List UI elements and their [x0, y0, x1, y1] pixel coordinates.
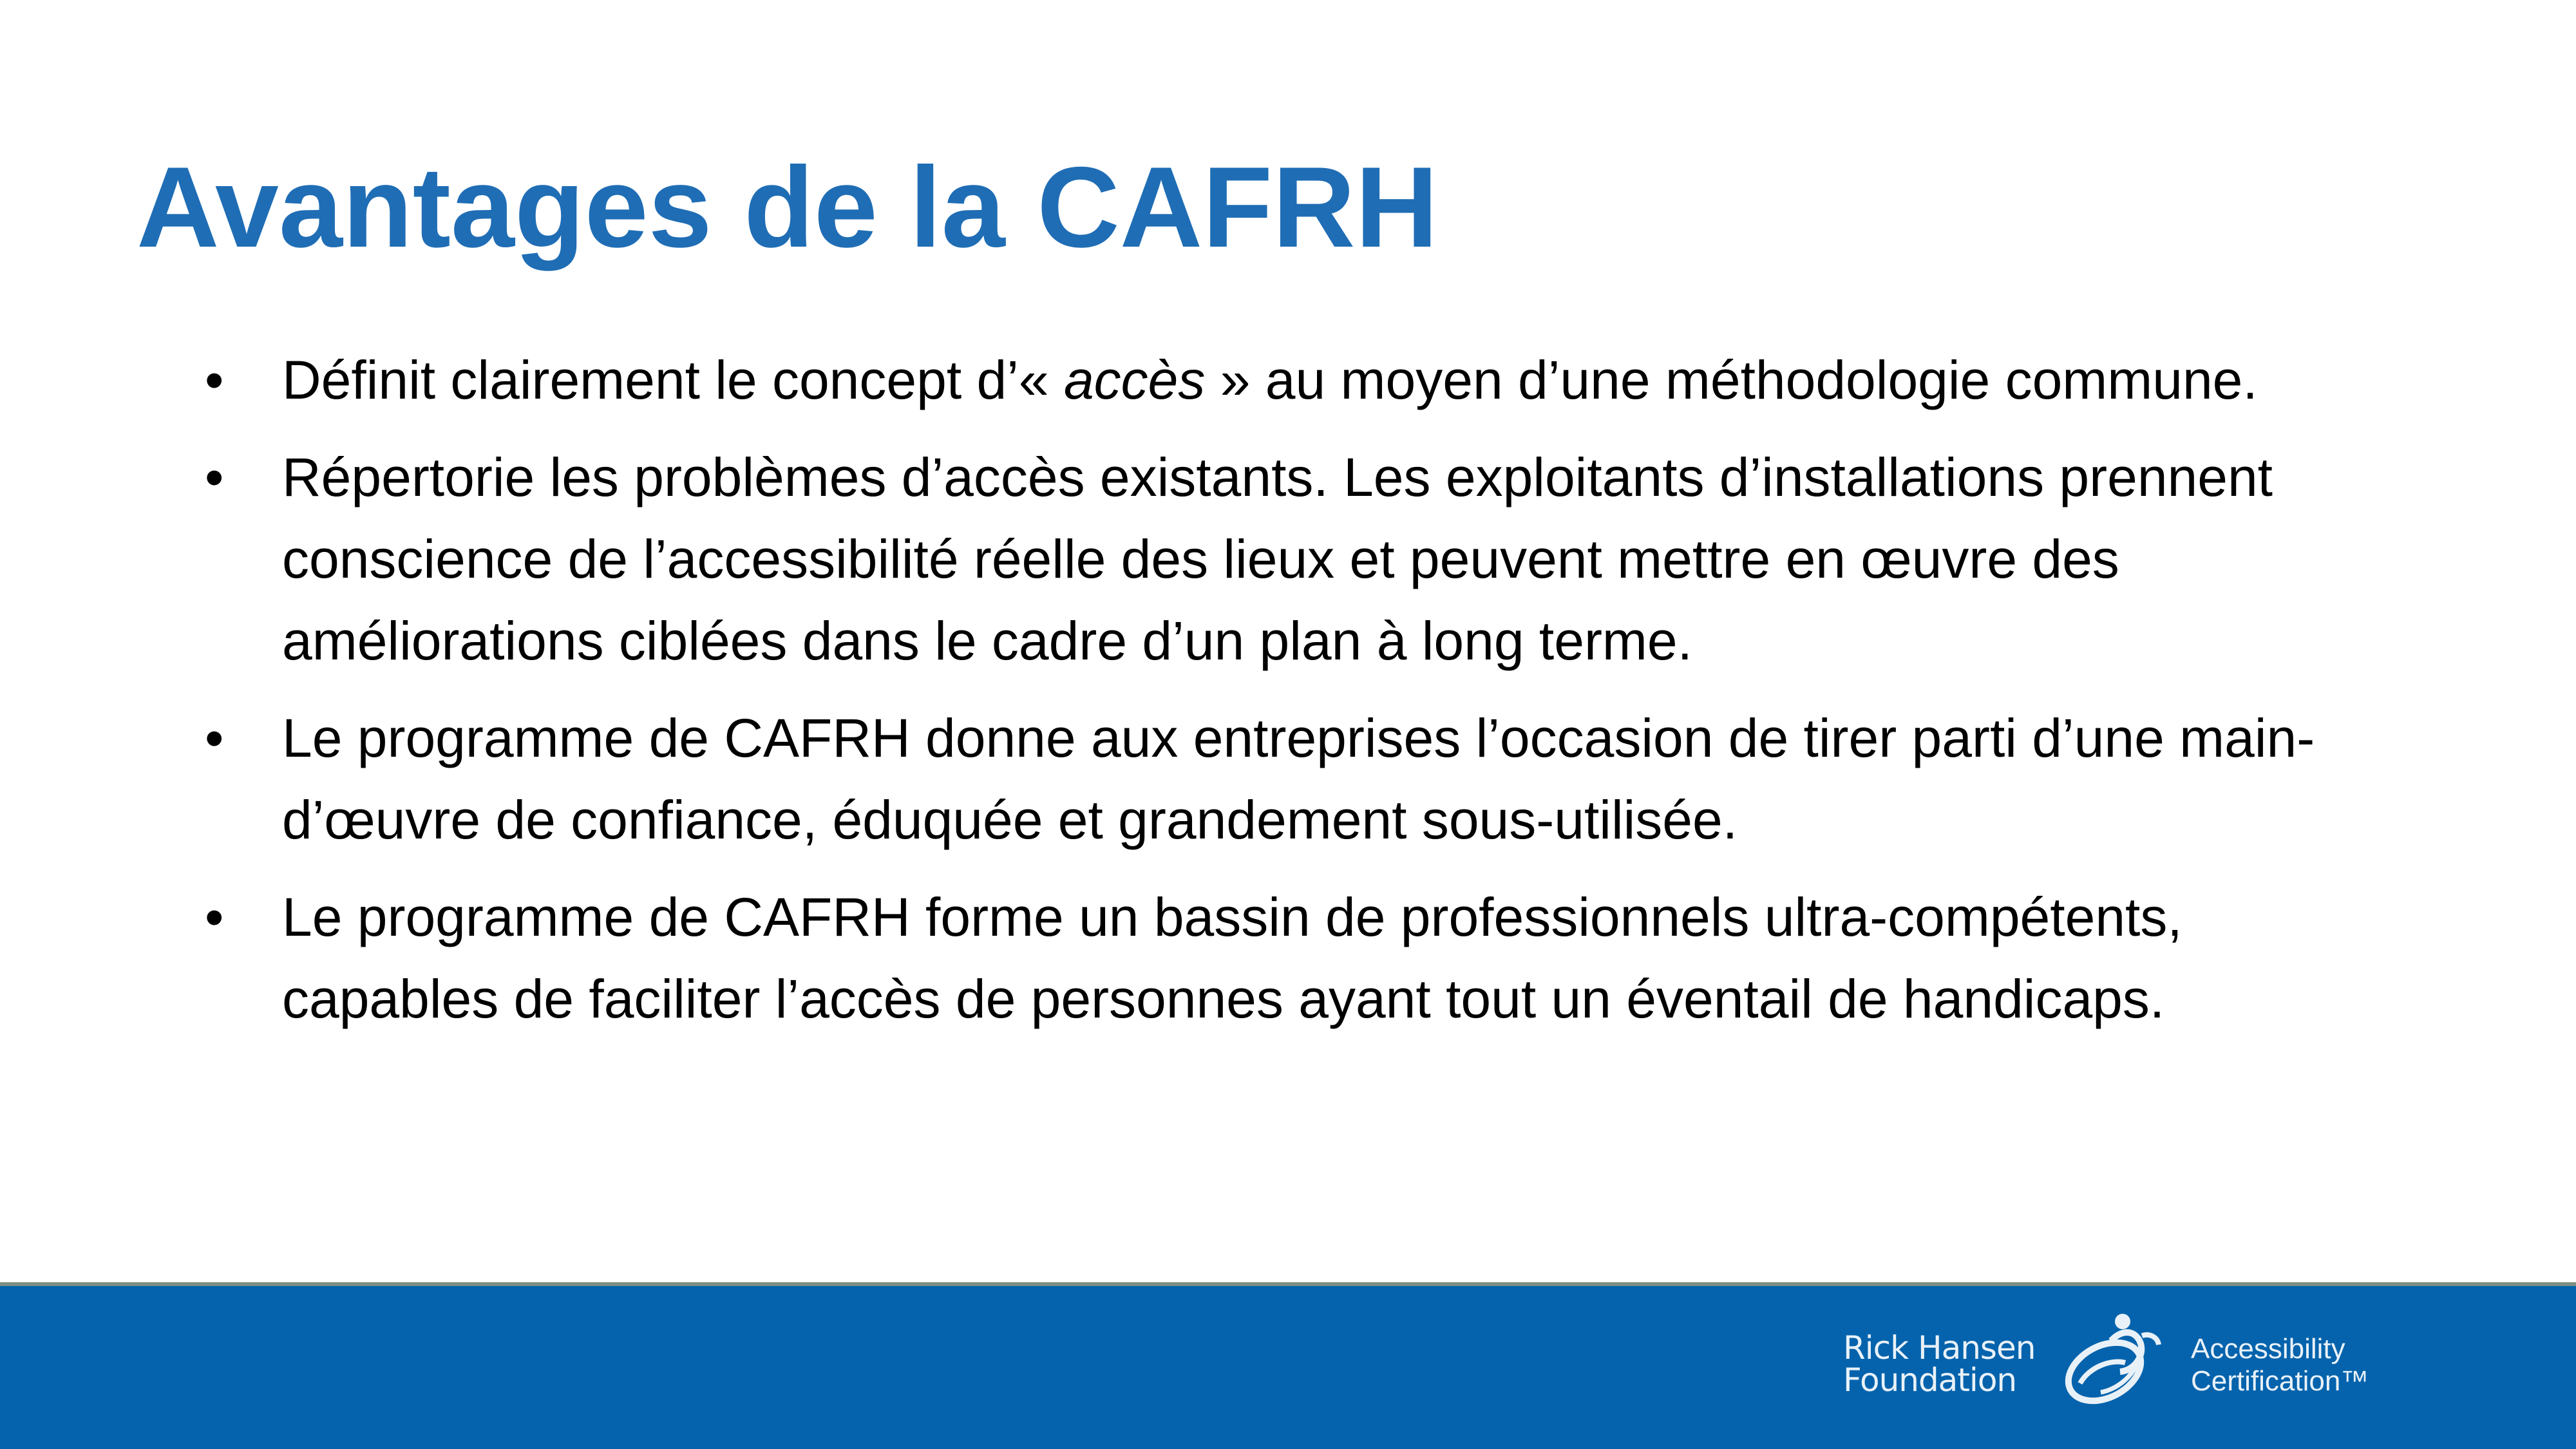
bullet-item — [205, 339, 2394, 421]
bullet-text — [282, 350, 2258, 410]
program-name-line2: Certification™ — [2191, 1365, 2369, 1397]
bullet-list — [205, 339, 2394, 1056]
bullet-item — [205, 437, 2394, 682]
rick-hansen-logo — [1843, 1307, 2391, 1423]
bullet-item — [205, 876, 2394, 1040]
bullet-text-end: » au moyen d’une méthodologie commune. — [1205, 350, 2258, 410]
bullet-item — [205, 697, 2394, 861]
foundation-wordmark — [1843, 1329, 2036, 1399]
bullet-marker: • — [205, 708, 224, 768]
foundation-name-line2: Foundation — [1843, 1361, 2017, 1399]
bullet-marker: • — [205, 350, 224, 410]
accessibility-certification-wordmark — [2191, 1333, 2369, 1397]
wheelchair-athlete-icon — [2061, 1307, 2164, 1423]
bullet-text: Répertorie les problèmes d’accès existants. Les exploitants d’installations prennent conscience de l’accessibilité réelle des lieux et peuvent mettre en œuvre des améliorations ciblées dans le cadre d’un plan à long terme. — [282, 447, 2273, 671]
bullet-text-italic: accès — [1063, 350, 1206, 410]
program-name-line1: Accessibility — [2191, 1333, 2345, 1365]
foundation-name-line1: Rick Hansen — [1843, 1329, 2036, 1367]
bullet-text: Le programme de CAFRH donne aux entreprises l’occasion de tirer parti d’une main-d’œuvre de confiance, éduquée et grandement sous-utilisée. — [282, 708, 2315, 850]
slide-title: Avantages de la CAFRH — [137, 143, 1439, 271]
bullet-text: Le programme de CAFRH forme un bassin de professionnels ultra-compétents, capables de faciliter l’accès de personnes ayant tout un éventail de handicaps. — [282, 887, 2183, 1029]
bullet-text-start: Définit clairement le concept d’« — [282, 350, 1064, 410]
bullet-marker: • — [205, 447, 224, 507]
bullet-marker: • — [205, 887, 224, 947]
